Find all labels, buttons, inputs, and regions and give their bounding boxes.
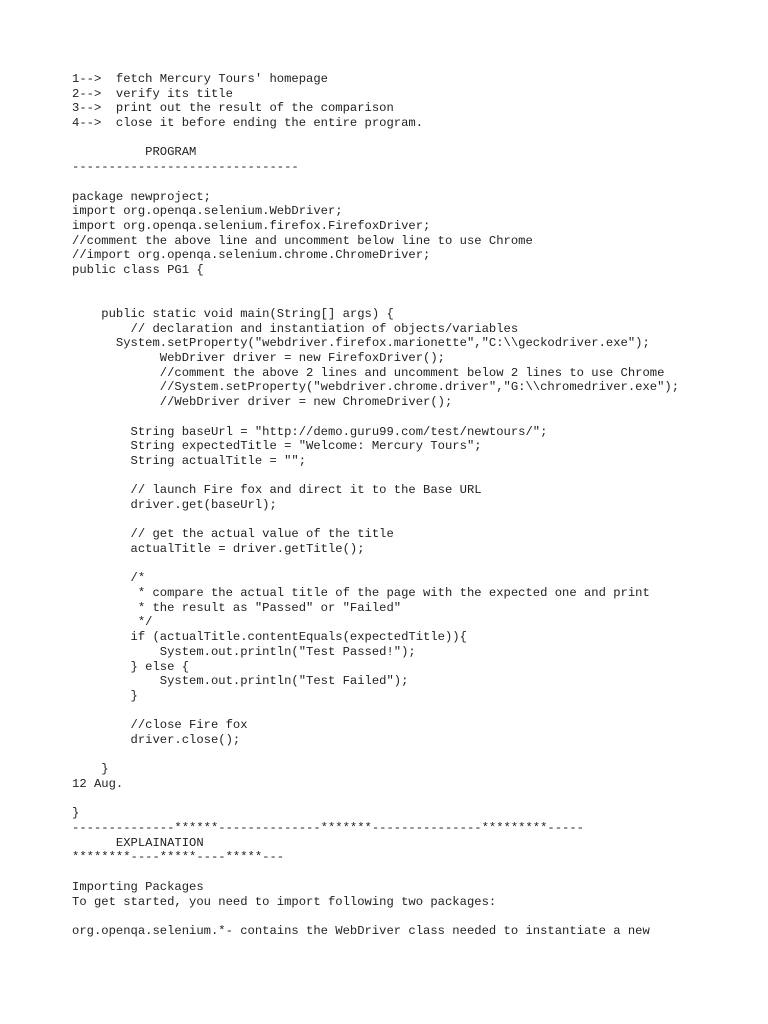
code-line: // declaration and instantiation of objects/variables	[72, 321, 519, 336]
blank-line	[72, 469, 752, 484]
code-line: }	[72, 806, 80, 821]
code-line: import org.openqa.selenium.firefox.FirefoxDriver;	[72, 218, 431, 233]
program-heading: PROGRAM	[72, 145, 197, 160]
code-line: //WebDriver driver = new ChromeDriver();	[72, 395, 453, 410]
step-line-1: 1--> fetch Mercury Tours' homepage	[72, 72, 328, 86]
blank-line	[72, 909, 752, 924]
blank-line	[72, 792, 752, 807]
step-line-4: 4--> close it before ending the entire program.	[72, 116, 424, 131]
code-line: } else {	[72, 659, 190, 674]
date-line: 12 Aug.	[72, 777, 124, 791]
code-line: //comment the above 2 lines and uncomment below 2 lines to use Chrome	[72, 365, 665, 380]
code-line: /*	[72, 571, 146, 586]
code-line: driver.get(baseUrl);	[72, 497, 277, 512]
code-line: actualTitle = driver.getTitle();	[72, 542, 365, 556]
code-line: String actualTitle = "";	[72, 453, 307, 468]
code-line: driver.close();	[72, 732, 241, 747]
divider-line: ********----*****----*****---	[72, 850, 285, 865]
code-line: //import org.openqa.selenium.chrome.ChromeDriver;	[72, 248, 431, 263]
paragraph-line: To get started, you need to import following two packages:	[72, 894, 497, 909]
code-line: //System.setProperty("webdriver.chrome.driver","G:\\chromedriver.exe");	[72, 380, 680, 395]
paragraph-line: org.openqa.selenium.*- contains the WebDriver class needed to instantiate a new	[72, 923, 650, 938]
blank-line	[72, 704, 752, 719]
blank-line	[72, 865, 752, 880]
code-line: import org.openqa.selenium.WebDriver;	[72, 204, 343, 219]
code-line: * the result as "Passed" or "Failed"	[72, 600, 402, 615]
section-heading: Importing Packages	[72, 879, 204, 894]
blank-line	[72, 131, 752, 146]
code-line: package newproject;	[72, 189, 211, 204]
code-line: WebDriver driver = new FirefoxDriver();	[72, 351, 445, 366]
code-line: * compare the actual title of the page with the expected one and print	[72, 586, 650, 601]
blank-line	[72, 292, 752, 307]
code-line: // get the actual value of the title	[72, 527, 394, 542]
code-line: */	[72, 615, 153, 630]
code-line: System.setProperty("webdriver.firefox.marionette","C:\\geckodriver.exe");	[72, 336, 650, 351]
code-line: //close Fire fox	[72, 718, 248, 733]
blank-line	[72, 410, 752, 425]
code-line: public static void main(String[] args) {	[72, 307, 394, 321]
blank-line	[72, 513, 752, 528]
step-line-2: 2--> verify its title	[72, 86, 233, 101]
divider-line: -------------------------------	[72, 160, 299, 175]
code-line: System.out.println("Test Passed!");	[72, 644, 416, 659]
code-line: }	[72, 762, 109, 777]
code-line: String expectedTitle = "Welcome: Mercury Tours";	[72, 439, 482, 454]
code-line: // launch Fire fox and direct it to the Base URL	[72, 483, 482, 498]
code-line: System.out.println("Test Failed");	[72, 674, 409, 689]
step-line-3: 3--> print out the result of the comparison	[72, 101, 394, 116]
document-page	[72, 72, 752, 939]
blank-line	[72, 278, 752, 293]
code-line: String baseUrl = "http://demo.guru99.com/test/newtours/";	[72, 424, 548, 439]
divider-line: --------------******--------------*******---------------*********-----	[72, 821, 584, 836]
code-line: if (actualTitle.contentEquals(expectedTitle)){	[72, 630, 467, 645]
code-line: //comment the above line and uncomment below line to use Chrome	[72, 233, 533, 248]
blank-line	[72, 748, 752, 763]
blank-line	[72, 557, 752, 572]
code-line: public class PG1 {	[72, 262, 204, 277]
explanation-heading: EXPLAINATION	[72, 835, 204, 850]
blank-line	[72, 175, 752, 190]
code-line: }	[72, 688, 138, 703]
